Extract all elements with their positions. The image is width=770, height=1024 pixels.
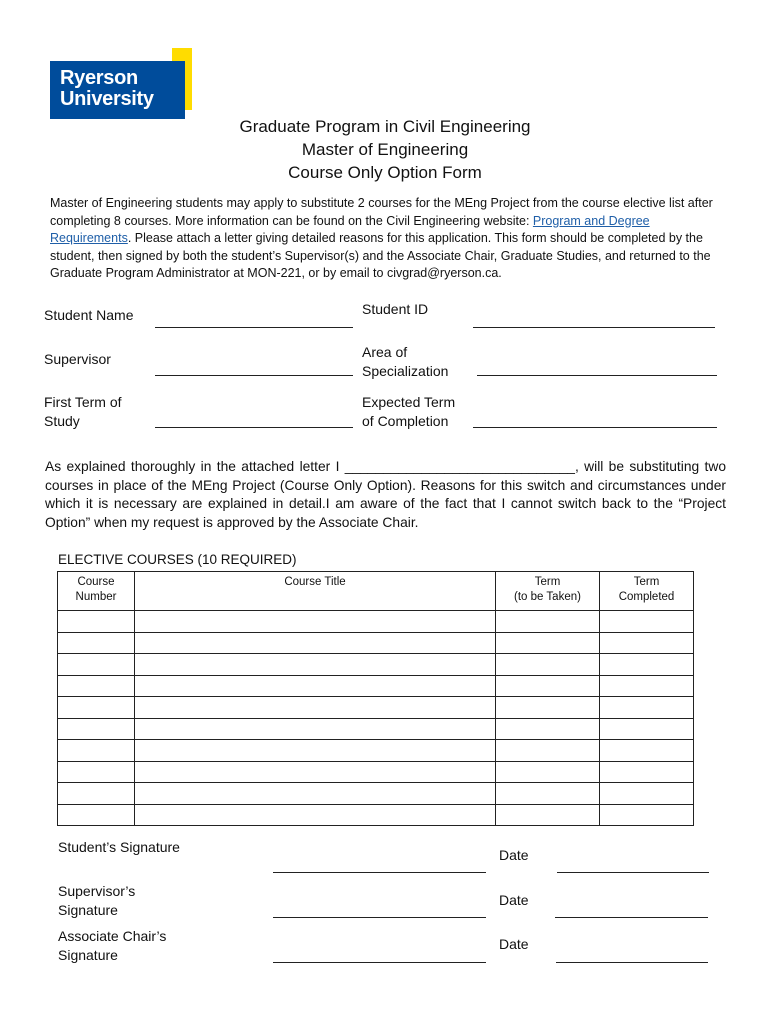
- course-number-cell[interactable]: [58, 611, 135, 633]
- chair-signature-line-1: Associate Chair’s: [58, 928, 167, 944]
- supervisor-signature-line-1: Supervisor’s: [58, 883, 136, 899]
- table-row: [58, 697, 694, 719]
- header-term-completed-line-1: Term: [633, 576, 660, 588]
- header-term-completed: [600, 572, 694, 611]
- first-term-line-1: First Term of: [44, 394, 122, 410]
- header-course-title-line-1: Course Title: [284, 576, 346, 588]
- first-term-field[interactable]: [155, 427, 353, 428]
- student-signature-field[interactable]: [273, 872, 486, 873]
- term-completed-cell[interactable]: [600, 611, 694, 633]
- table-header-row: [58, 572, 694, 611]
- course-title-cell[interactable]: [135, 697, 496, 719]
- course-number-cell[interactable]: [58, 697, 135, 719]
- term-completed-cell[interactable]: [600, 761, 694, 783]
- header-course-number-line-2: Number: [75, 591, 117, 603]
- chair-date-field[interactable]: [556, 962, 708, 963]
- student-name-label: Student Name: [44, 307, 134, 323]
- intro-text-1: Master of Engineering students may apply to substitute 2 courses for the MEng Project from the course elective list after completing 8 courses. More information can be found on the Civil Engineering website:: [50, 196, 713, 228]
- course-number-cell[interactable]: [58, 718, 135, 740]
- expected-term-line-2: of Completion: [362, 412, 449, 429]
- area-label-line-1: Area of: [362, 344, 408, 360]
- term-taken-cell[interactable]: [496, 718, 600, 740]
- expected-term-field[interactable]: [473, 427, 717, 428]
- student-date-field[interactable]: [557, 872, 709, 873]
- term-taken-cell[interactable]: [496, 611, 600, 633]
- supervisor-signature-field[interactable]: [273, 917, 486, 918]
- term-completed-cell[interactable]: [600, 804, 694, 826]
- course-title-cell[interactable]: [135, 632, 496, 654]
- header-term-taken-line-2: (to be Taken): [514, 591, 581, 603]
- table-row: [58, 740, 694, 762]
- expected-term-label: [362, 393, 455, 430]
- course-number-cell[interactable]: [58, 675, 135, 697]
- elective-courses-table: [57, 571, 694, 826]
- table-caption: ELECTIVE COURSES (10 REQUIRED): [58, 552, 297, 567]
- course-number-cell[interactable]: [58, 761, 135, 783]
- chair-signature-line-2: Signature: [58, 946, 118, 963]
- expected-term-line-1: Expected Term: [362, 394, 456, 410]
- intro-paragraph: [50, 195, 726, 283]
- logo-line-1: Ryerson: [60, 67, 138, 89]
- course-title-cell[interactable]: [135, 804, 496, 826]
- header-course-number: [58, 572, 135, 611]
- area-label: [362, 343, 448, 380]
- title-program: Graduate Program in Civil Engineering: [239, 117, 531, 136]
- course-number-cell[interactable]: [58, 654, 135, 676]
- term-completed-cell[interactable]: [600, 718, 694, 740]
- supervisor-label: Supervisor: [44, 351, 111, 367]
- term-taken-cell[interactable]: [496, 632, 600, 654]
- term-taken-cell[interactable]: [496, 675, 600, 697]
- table-row: [58, 611, 694, 633]
- supervisor-signature-label: [58, 882, 135, 919]
- term-completed-cell[interactable]: [600, 654, 694, 676]
- table-body: [58, 611, 694, 826]
- course-number-cell[interactable]: [58, 632, 135, 654]
- header-term-taken-line-1: Term: [534, 576, 561, 588]
- student-id-field[interactable]: [473, 327, 715, 328]
- term-completed-cell[interactable]: [600, 632, 694, 654]
- term-taken-cell[interactable]: [496, 697, 600, 719]
- student-date-label: Date: [499, 847, 529, 863]
- term-taken-cell[interactable]: [496, 740, 600, 762]
- course-number-cell[interactable]: [58, 740, 135, 762]
- table-row: [58, 761, 694, 783]
- chair-signature-label: [58, 927, 166, 964]
- term-completed-cell[interactable]: [600, 740, 694, 762]
- header-course-number-line-1: Course: [77, 576, 115, 588]
- supervisor-date-label: Date: [499, 892, 529, 908]
- supervisor-date-field[interactable]: [555, 917, 708, 918]
- logo-text: [60, 68, 154, 110]
- term-completed-cell[interactable]: [600, 783, 694, 805]
- course-title-cell[interactable]: [135, 718, 496, 740]
- logo-line-2: University: [60, 88, 154, 110]
- table-row: [58, 654, 694, 676]
- student-name-field[interactable]: [155, 327, 353, 328]
- course-title-cell[interactable]: [135, 611, 496, 633]
- header-term-completed-line-2: Completed: [618, 591, 675, 603]
- term-taken-cell[interactable]: [496, 761, 600, 783]
- term-taken-cell[interactable]: [496, 783, 600, 805]
- header-term-to-be-taken: [496, 572, 600, 611]
- chair-signature-field[interactable]: [273, 962, 486, 963]
- course-number-cell[interactable]: [58, 783, 135, 805]
- course-title-cell[interactable]: [135, 740, 496, 762]
- course-title-cell[interactable]: [135, 675, 496, 697]
- course-title-cell[interactable]: [135, 654, 496, 676]
- table-row: [58, 632, 694, 654]
- term-taken-cell[interactable]: [496, 804, 600, 826]
- statement-paragraph: As explained thoroughly in the attached letter I ______________________________, will be substituting two courses in place of the MEng Project (Course Only Option). Reasons for this switch and circumstances under which it is necessary are explained in detail.I am aware of the fact that I cannot switch back to the “Project Option” when my request is approved by the Associate Chair.: [45, 459, 726, 531]
- student-id-label: Student ID: [362, 301, 429, 317]
- first-term-label: [44, 393, 122, 430]
- table-row: [58, 804, 694, 826]
- course-title-cell[interactable]: [135, 761, 496, 783]
- table-row: [58, 783, 694, 805]
- term-completed-cell[interactable]: [600, 697, 694, 719]
- title-form: Course Only Option Form: [288, 163, 482, 182]
- header-course-title: [135, 572, 496, 611]
- supervisor-signature-line-2: Signature: [58, 901, 118, 918]
- title-degree: Master of Engineering: [301, 140, 469, 159]
- course-number-cell[interactable]: [58, 804, 135, 826]
- area-field[interactable]: [477, 375, 717, 376]
- table-row: [58, 718, 694, 740]
- supervisor-field[interactable]: [155, 375, 353, 376]
- table-row: [58, 675, 694, 697]
- term-completed-cell[interactable]: [600, 675, 694, 697]
- chair-date-label: Date: [499, 936, 529, 952]
- course-title-cell[interactable]: [135, 783, 496, 805]
- first-term-line-2: Study: [44, 412, 80, 429]
- area-label-line-2: Specialization: [362, 362, 449, 379]
- program-requirements-link[interactable]: Program and Degree Requirements: [50, 213, 650, 245]
- student-signature-label: Student’s Signature: [58, 839, 180, 855]
- intro-text-2: . Please attach a letter giving detailed reasons for this application. This form should be completed by the student, then signed by both the student’s Supervisor(s) and the Associate Chair, Graduate Studies, and returned to the Graduate Program Administrator at MON-221, or by email to civgrad@ryerson.ca.: [50, 231, 711, 280]
- term-taken-cell[interactable]: [496, 654, 600, 676]
